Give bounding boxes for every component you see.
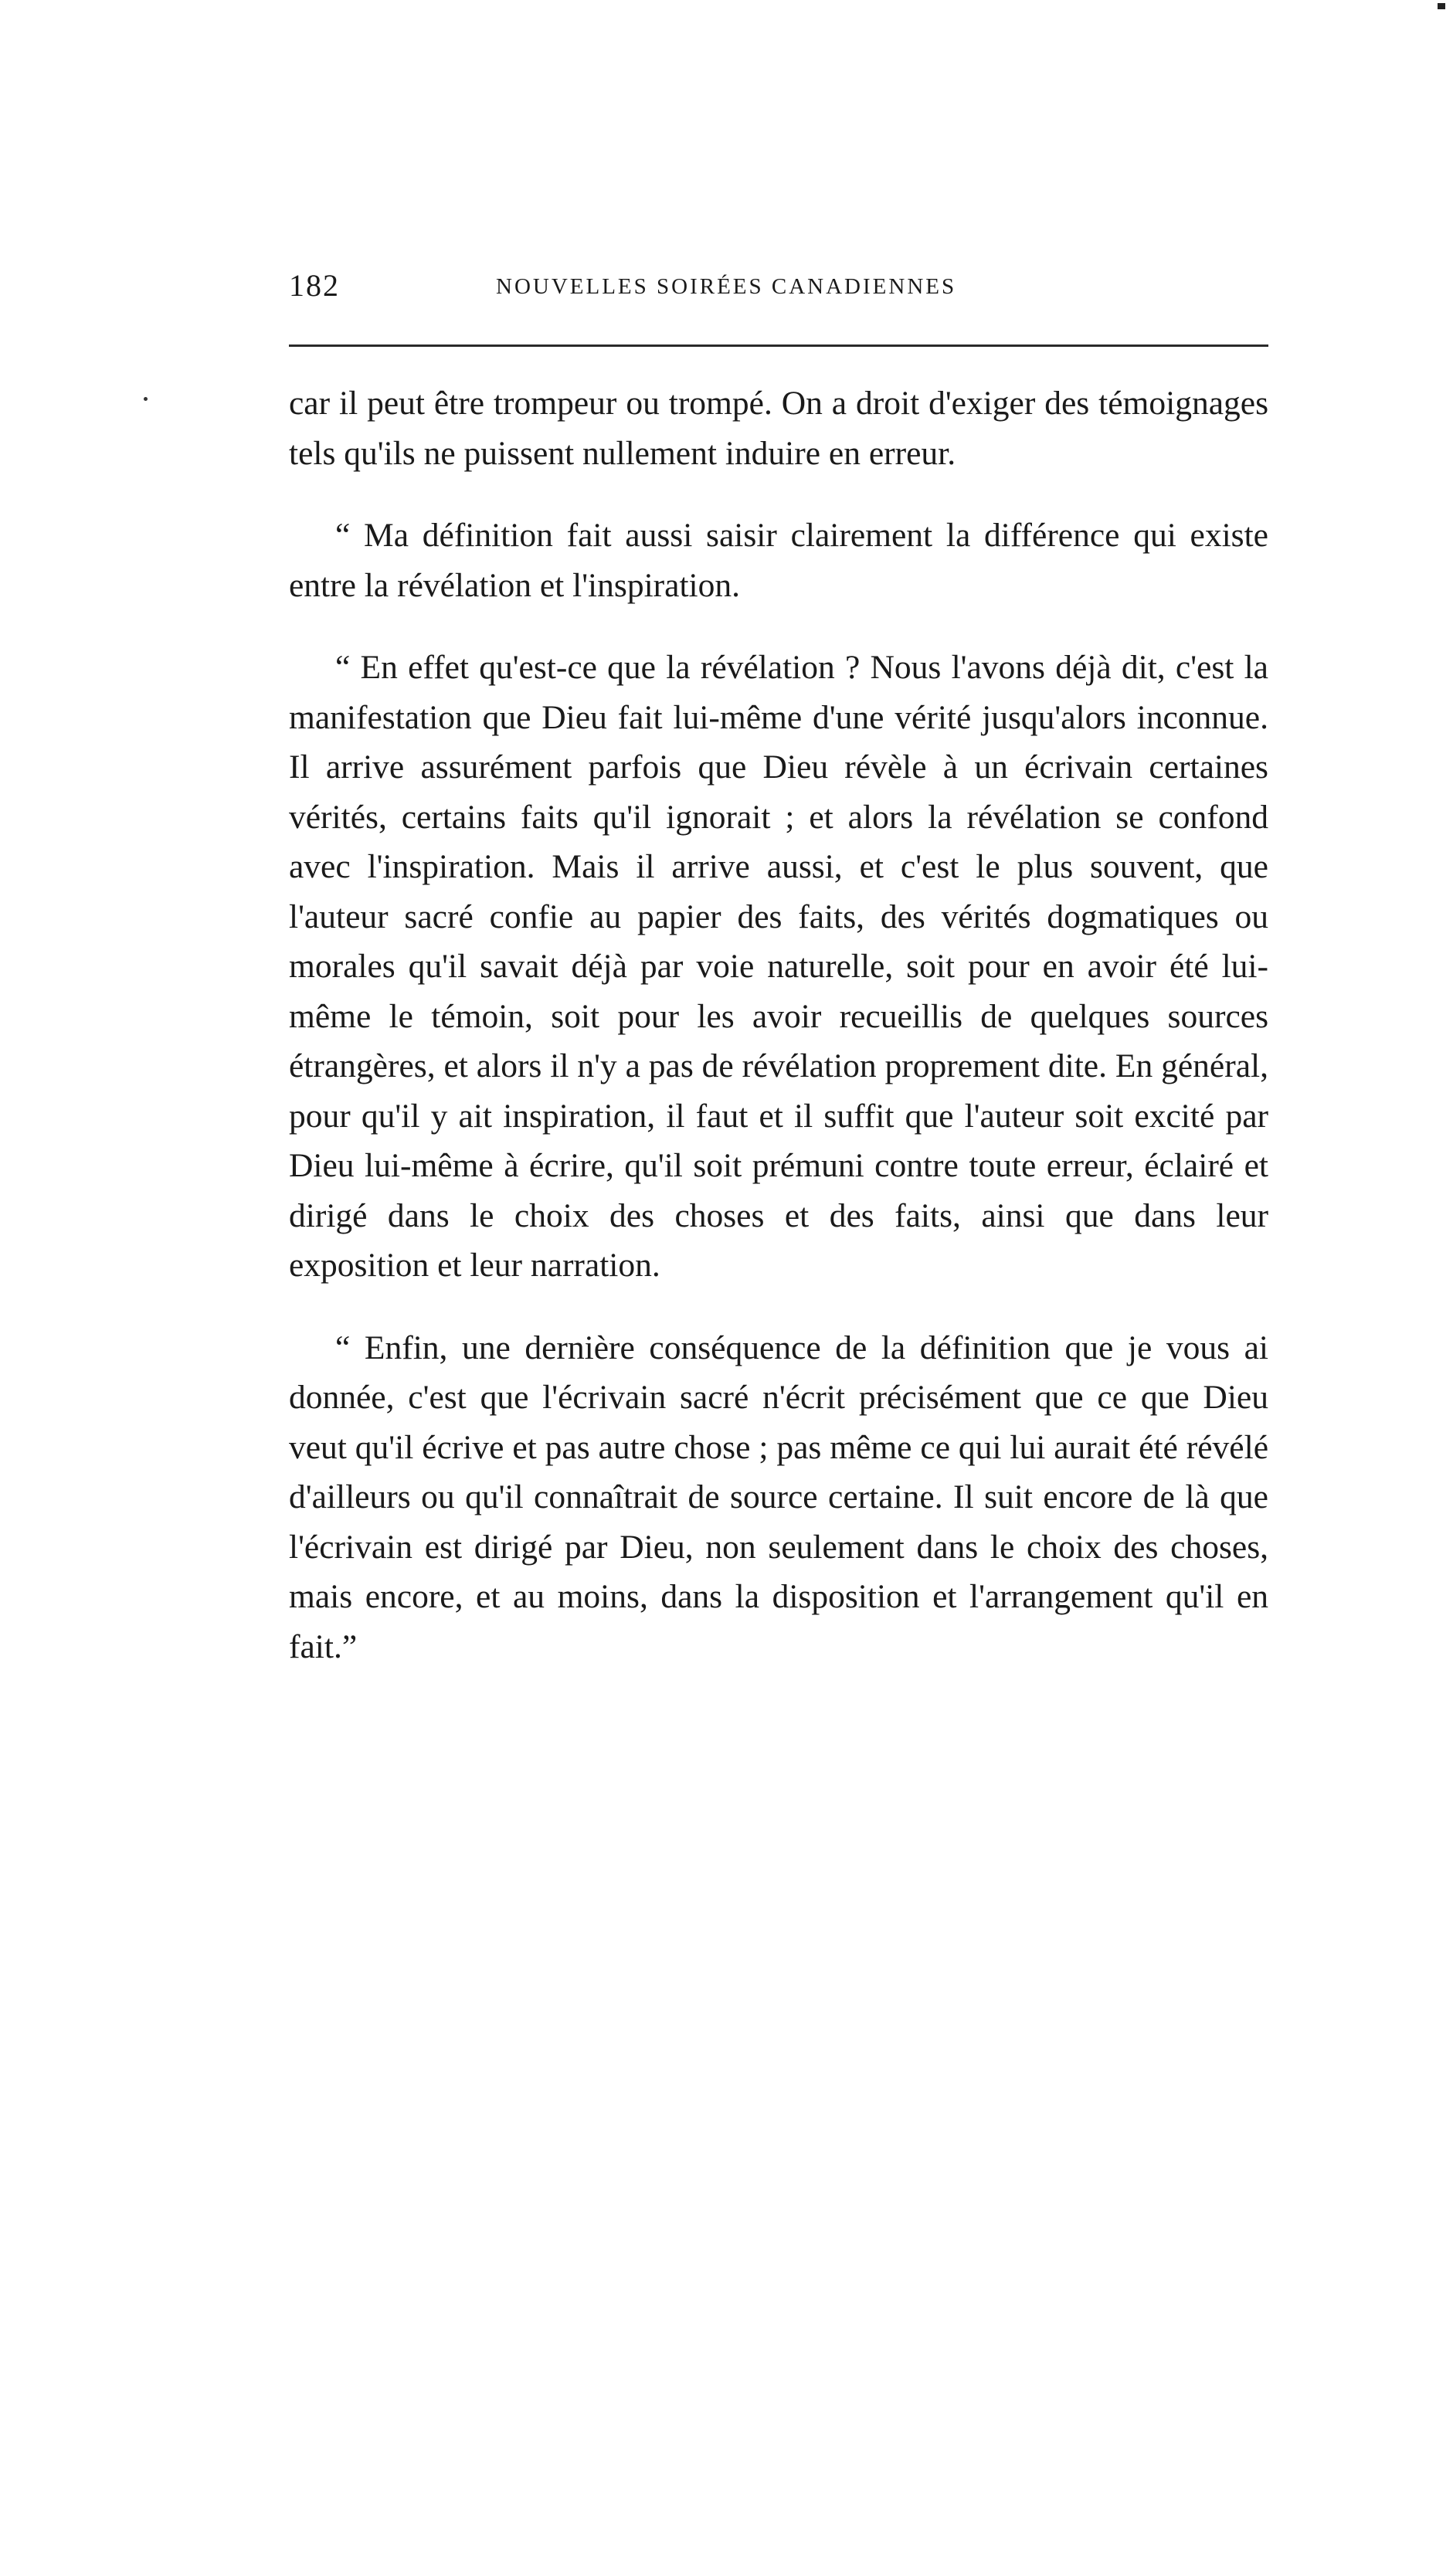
paragraph: “ Enfin, une dernière conséquence de la définition que je vous ai donnée, c'est que l'écrivain sacré n'écrit précisément que ce que Dieu veut qu'il écrive et pas autre chose ; pas même ce qui lui aurait été révélé d'ailleurs ou qu'il connaîtrait de source certaine. Il suit encore de là que l'écrivain est dirigé par Dieu, non seulement dans le choix des choses, mais encore, et au moins, dans la disposition et l'arrangement qu'il en fait.”: [289, 1329, 1268, 1665]
paragraph: “ En effet qu'est-ce que la révélation ? Nous l'avons déjà dit, c'est la manifestation que Dieu fait lui-même d'une vérité jusqu'alors inconnue. Il arrive assurément parfois que Dieu révèle à un écrivain certaines vérités, certains faits qu'il ignorait ; et alors la révélation se confond avec l'inspiration. Mais il arrive aussi, et c'est le plus souvent, que l'auteur sacré confie au papier des faits, des vérités dogmatiques ou morales qu'il savait déjà par voie naturelle, soit pour en avoir été lui-même le témoin, soit pour les avoir recueillis de quelques sources étrangères, et alors il n'y a pas de révélation proprement dite. En général, pour qu'il y ait inspiration, il faut et il suffit que l'auteur soit excité par Dieu lui-même à écrire, qu'il soit prémuni contre toute erreur, éclairé et dirigé dans le choix des choses et des faits, ainsi que dans leur exposition et leur narration.: [289, 649, 1268, 1284]
header-rule: [289, 344, 1268, 347]
body-text: [289, 378, 1268, 1672]
paragraph: car il peut être trompeur ou trompé. On a droit d'exiger des témoignages tels qu'ils ne puissent nullement induire en erreur.: [289, 385, 1268, 472]
running-title: NOUVELLES SOIRÉES CANADIENNES: [496, 274, 957, 299]
running-header: [289, 263, 1268, 309]
page-number: 182: [289, 268, 340, 303]
scan-mark: [1438, 3, 1445, 9]
margin-speck: [144, 397, 148, 401]
paragraph: “ Ma définition fait aussi saisir clairement la différence qui existe entre la révélation et l'inspiration.: [289, 517, 1268, 604]
